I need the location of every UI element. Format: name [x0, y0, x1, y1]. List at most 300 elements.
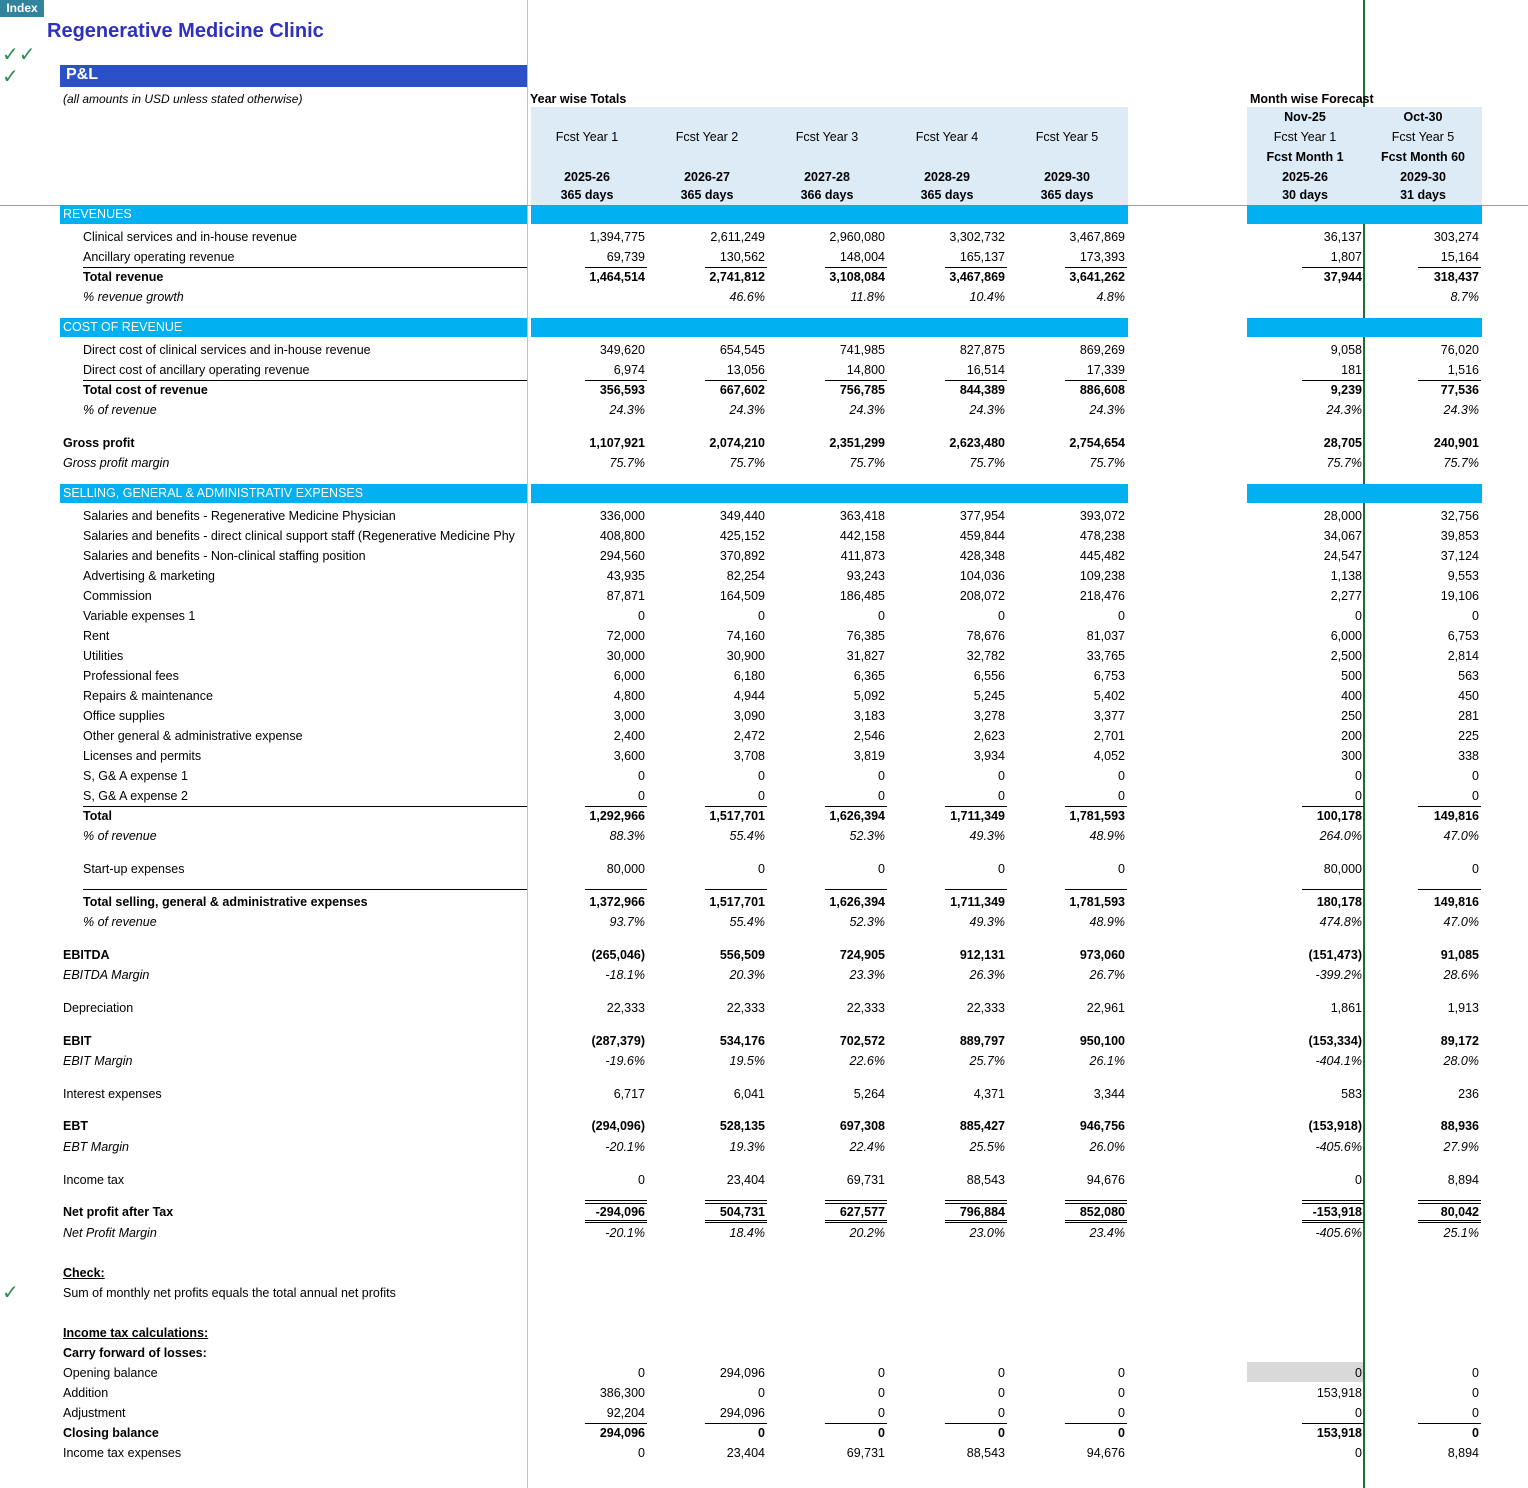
row-value: 81,037	[1086, 629, 1125, 643]
total-rule	[1065, 889, 1127, 890]
row-value: 0	[878, 609, 885, 623]
row-value: 2,754,654	[1069, 436, 1125, 450]
row-value: 2,351,299	[829, 436, 885, 450]
row-label: Commission	[83, 589, 152, 603]
row-value: 627,577	[839, 1205, 885, 1219]
row-value: 24.3%	[969, 403, 1005, 417]
row-label: Rent	[83, 629, 110, 643]
month-col-period: 2025-26	[1282, 170, 1328, 184]
row-value: 1,464,514	[589, 270, 645, 284]
section-revenues: REVENUES	[63, 207, 132, 221]
row-label: EBT	[63, 1119, 88, 1133]
row-value: 2,500	[1330, 649, 1362, 663]
row-value: 10.4%	[969, 290, 1005, 304]
row-value: 741,985	[839, 343, 885, 357]
row-value: 370,892	[719, 549, 765, 563]
row-value: 130,562	[719, 250, 765, 264]
row-value: 697,308	[839, 1119, 885, 1133]
row-value: 23,404	[726, 1173, 765, 1187]
row-label: EBIT	[63, 1034, 92, 1048]
row-value: 1,138	[1330, 569, 1362, 583]
row-value: 889,797	[959, 1034, 1005, 1048]
double-rule	[1065, 1220, 1127, 1221]
row-value: 4,371	[973, 1087, 1005, 1101]
row-value: 80,042	[1440, 1205, 1479, 1219]
row-label: Direct cost of clinical services and in-house revenue	[83, 343, 371, 357]
row-value: 2,741,812	[709, 270, 765, 284]
row-value: 6,556	[973, 669, 1005, 683]
row-value: 15,164	[1440, 250, 1479, 264]
row-value: 34,067	[1323, 529, 1362, 543]
row-value: 47.0%	[1443, 915, 1479, 929]
row-value: 0	[1355, 1173, 1362, 1187]
total-rule	[705, 380, 767, 381]
row-value: 400	[1341, 689, 1362, 703]
row-value: 47.0%	[1443, 829, 1479, 843]
row-value: 0	[1118, 1386, 1125, 1400]
total-rule	[83, 806, 527, 807]
row-value: 49.3%	[969, 915, 1005, 929]
row-value: 6,365	[853, 669, 885, 683]
row-value: 393,072	[1079, 509, 1125, 523]
row-value: 827,875	[959, 343, 1005, 357]
row-value: 0	[1472, 1406, 1479, 1420]
row-value: 356,593	[599, 383, 645, 397]
year-col-days: 365 days	[560, 188, 614, 202]
row-value: 950,100	[1079, 1034, 1125, 1048]
row-value: 26.0%	[1089, 1140, 1125, 1154]
row-value: 22,333	[606, 1001, 645, 1015]
total-rule	[1418, 806, 1481, 807]
row-value: 3,708	[733, 749, 765, 763]
row-value: 3,344	[1093, 1087, 1125, 1101]
row-value: 25.5%	[969, 1140, 1005, 1154]
row-value: 2,960,080	[829, 230, 885, 244]
row-value: 75.7%	[1443, 456, 1479, 470]
row-value: -404.1%	[1315, 1054, 1362, 1068]
subtitle: (all amounts in USD unless stated otherwise)	[63, 92, 303, 106]
row-value: 294,096	[599, 1426, 645, 1440]
row-value: 2,472	[733, 729, 765, 743]
row-value: 2,400	[613, 729, 645, 743]
row-value: 563	[1458, 669, 1479, 683]
row-value: 411,873	[840, 549, 885, 563]
row-value: 24.3%	[1326, 403, 1362, 417]
row-value: 724,905	[839, 948, 885, 962]
row-value: 11.8%	[850, 290, 885, 304]
row-value: 4,944	[733, 689, 765, 703]
row-label: EBIT Margin	[63, 1054, 133, 1068]
row-value: 104,036	[959, 569, 1005, 583]
row-value: -405.6%	[1315, 1226, 1362, 1240]
total-rule	[1302, 806, 1364, 807]
row-value: 16,514	[966, 363, 1005, 377]
row-value: 22,333	[726, 1001, 765, 1015]
row-value: 48.9%	[1089, 915, 1125, 929]
total-rule	[705, 1200, 767, 1201]
row-value: 0	[1118, 609, 1125, 623]
row-value: 93.7%	[609, 915, 645, 929]
row-value: 0	[878, 789, 885, 803]
sheet-title-bar	[60, 65, 527, 87]
row-value: 0	[998, 862, 1005, 876]
row-value: 149,816	[1433, 895, 1479, 909]
row-value: 0	[758, 769, 765, 783]
year-col-days: 366 days	[800, 188, 854, 202]
row-label: Total selling, general & administrative expenses	[83, 895, 368, 909]
row-value: 1,781,593	[1069, 809, 1125, 823]
row-value: 0	[1355, 1366, 1362, 1380]
row-value: 0	[1472, 769, 1479, 783]
row-value: 6,180	[733, 669, 765, 683]
row-label: Opening balance	[63, 1366, 158, 1380]
index-button[interactable]: Index	[0, 0, 44, 17]
row-value: 338	[1458, 749, 1479, 763]
year-col-period: 2025-26	[564, 170, 610, 184]
row-value: 78,676	[966, 629, 1005, 643]
year-col-period: 2029-30	[1044, 170, 1090, 184]
row-value: 82,254	[726, 569, 765, 583]
row-value: 450	[1458, 689, 1479, 703]
row-value: 3,108,084	[829, 270, 885, 284]
row-value: 19.5%	[729, 1054, 765, 1068]
double-rule	[1065, 1222, 1127, 1223]
row-value: 528,135	[719, 1119, 765, 1133]
year-col-name: Fcst Year 4	[915, 130, 979, 144]
year-col-days: 365 days	[1040, 188, 1094, 202]
row-value: 3,641,262	[1069, 270, 1125, 284]
row-label: Check:	[63, 1266, 105, 1280]
row-label: Income tax calculations:	[63, 1326, 209, 1340]
row-value: 24.3%	[1089, 403, 1125, 417]
closing-rule	[1418, 1423, 1481, 1424]
row-value: 6,000	[1330, 629, 1362, 643]
row-value: 22.6%	[849, 1054, 885, 1068]
row-value: 28,000	[1323, 509, 1362, 523]
total-rule	[705, 889, 767, 890]
total-rule	[825, 267, 887, 268]
row-value: 0	[758, 1386, 765, 1400]
row-value: 3,467,869	[1069, 230, 1125, 244]
row-value: 1,913	[1447, 1001, 1479, 1015]
row-value: 1,516	[1447, 363, 1479, 377]
row-value: (153,918)	[1308, 1119, 1362, 1133]
closing-rule	[1065, 1423, 1127, 1424]
row-value: 94,676	[1086, 1173, 1125, 1187]
row-value: 0	[998, 1386, 1005, 1400]
row-value: 1,626,394	[829, 895, 885, 909]
row-value: 75.7%	[849, 456, 885, 470]
row-value: 37,124	[1440, 549, 1479, 563]
row-value: 459,844	[959, 529, 1005, 543]
row-value: 87,871	[606, 589, 645, 603]
double-rule	[1418, 1222, 1481, 1223]
row-value: -405.6%	[1315, 1140, 1362, 1154]
row-value: 208,072	[959, 589, 1005, 603]
row-value: 2,074,210	[709, 436, 765, 450]
row-value: 6,753	[1093, 669, 1125, 683]
row-value: 0	[1118, 769, 1125, 783]
row-value: 52.3%	[849, 915, 885, 929]
year-col-name: Fcst Year 5	[1035, 130, 1099, 144]
row-value: 0	[638, 769, 645, 783]
month-col-month: Nov-25	[1284, 110, 1326, 124]
row-value: 3,600	[613, 749, 645, 763]
double-rule	[585, 1203, 647, 1204]
total-rule	[945, 889, 1007, 890]
row-label: Clinical services and in-house revenue	[83, 230, 298, 244]
row-value: 250	[1341, 709, 1362, 723]
row-value: 474.8%	[1319, 915, 1362, 929]
row-label: % of revenue	[83, 829, 157, 843]
row-label: Salaries and benefits - direct clinical support staff (Regenerative Medicine Phy	[83, 529, 515, 543]
month-col-name: Fcst Year 1	[1273, 130, 1337, 144]
row-value: 74,160	[726, 629, 765, 643]
row-label: EBT Margin	[63, 1140, 129, 1154]
total-rule	[1302, 1200, 1364, 1201]
row-value: 294,096	[719, 1406, 765, 1420]
row-value: 0	[1355, 1446, 1362, 1460]
row-value: 75.7%	[729, 456, 765, 470]
row-value: 0	[1472, 862, 1479, 876]
row-value: 0	[758, 1426, 765, 1440]
row-value: (265,046)	[591, 948, 645, 962]
row-value: 6,000	[613, 669, 645, 683]
row-value: 236	[1458, 1087, 1479, 1101]
row-value: 0	[878, 1366, 885, 1380]
row-value: 3,934	[973, 749, 1005, 763]
row-label: % of revenue	[83, 403, 157, 417]
row-value: 386,300	[599, 1386, 645, 1400]
row-value: 408,800	[599, 529, 645, 543]
section-bar-revenues	[531, 205, 1128, 224]
row-value: 0	[998, 789, 1005, 803]
total-rule	[1065, 380, 1127, 381]
row-label: Salaries and benefits - Non-clinical staffing position	[83, 549, 366, 563]
row-value: 80,000	[1323, 862, 1362, 876]
row-value: 0	[1118, 789, 1125, 803]
row-value: 3,000	[613, 709, 645, 723]
page-title: Regenerative Medicine Clinic	[47, 20, 324, 42]
row-value: 23.0%	[969, 1226, 1005, 1240]
row-value: 33,765	[1086, 649, 1125, 663]
row-label: Direct cost of ancillary operating revenue	[83, 363, 310, 377]
double-rule	[1065, 1203, 1127, 1204]
total-rule	[585, 889, 647, 890]
row-value: 504,731	[719, 1205, 765, 1219]
row-value: 0	[638, 1446, 645, 1460]
row-value: 0	[1472, 789, 1479, 803]
row-value: 186,485	[839, 589, 885, 603]
row-value: 5,402	[1093, 689, 1125, 703]
total-rule	[1302, 380, 1364, 381]
row-value: 294,096	[719, 1366, 765, 1380]
double-check-icon: ✓✓	[2, 42, 36, 66]
double-rule	[945, 1203, 1007, 1204]
row-value: 75.7%	[1326, 456, 1362, 470]
month-col-month: Oct-30	[1403, 110, 1443, 124]
row-value: 88,543	[966, 1446, 1005, 1460]
row-value: 1,781,593	[1069, 895, 1125, 909]
section-bar-cost	[1247, 318, 1482, 337]
row-value: 30,000	[606, 649, 645, 663]
row-value: 92,204	[606, 1406, 645, 1420]
row-value: 69,739	[606, 250, 645, 264]
row-value: 75.7%	[969, 456, 1005, 470]
row-value: 20.2%	[849, 1226, 885, 1240]
row-value: 14,800	[846, 363, 885, 377]
row-value: 3,302,732	[949, 230, 1005, 244]
row-value: 94,676	[1086, 1446, 1125, 1460]
row-value: 1,517,701	[709, 809, 765, 823]
row-label: Total	[83, 809, 112, 823]
total-rule	[825, 889, 887, 890]
row-value: 200	[1341, 729, 1362, 743]
row-value: 0	[1118, 862, 1125, 876]
row-value: 1,107,921	[589, 436, 645, 450]
month-col-sub: Fcst Month 1	[1266, 150, 1344, 164]
row-value: 0	[638, 609, 645, 623]
row-label: Other general & administrative expense	[83, 729, 303, 743]
row-value: 91,085	[1440, 948, 1479, 962]
row-value: 1,372,966	[589, 895, 645, 909]
row-value: 0	[998, 1366, 1005, 1380]
row-value: 24,547	[1323, 549, 1362, 563]
row-value: 0	[878, 1426, 885, 1440]
double-rule	[825, 1220, 887, 1221]
row-value: 281	[1458, 709, 1479, 723]
row-label: Adjustment	[63, 1406, 126, 1420]
row-value: 55.4%	[729, 915, 765, 929]
row-label: EBITDA Margin	[63, 968, 150, 982]
row-value: 0	[998, 769, 1005, 783]
year-col-period: 2027-28	[804, 170, 850, 184]
row-value: 1,626,394	[829, 809, 885, 823]
row-value: 22,961	[1086, 1001, 1125, 1015]
row-value: 164,509	[719, 589, 765, 603]
row-value: 153,918	[1316, 1386, 1362, 1400]
row-value: 4,800	[613, 689, 645, 703]
row-value: 20.3%	[729, 968, 765, 982]
row-value: 88.3%	[609, 829, 645, 843]
row-value: 148,004	[839, 250, 885, 264]
row-label: Utilities	[83, 649, 124, 663]
row-label: Interest expenses	[63, 1087, 162, 1101]
row-value: 46.6%	[729, 290, 765, 304]
row-value: 0	[1472, 1426, 1479, 1440]
row-value: 425,152	[719, 529, 765, 543]
total-rule	[1418, 380, 1481, 381]
row-value: 583	[1341, 1087, 1362, 1101]
section-bar-revenues	[1247, 205, 1482, 224]
row-label: Total cost of revenue	[83, 383, 208, 397]
row-value: 445,482	[1079, 549, 1125, 563]
row-value: 756,785	[839, 383, 885, 397]
row-value: 300	[1341, 749, 1362, 763]
double-rule	[825, 1222, 887, 1223]
row-label: Sum of monthly net profits equals the total annual net profits	[63, 1286, 396, 1300]
row-value: 442,158	[839, 529, 885, 543]
sheet-title: P&L	[66, 66, 98, 83]
row-value: 109,238	[1079, 569, 1125, 583]
row-label: Income tax	[63, 1173, 125, 1187]
total-rule	[945, 380, 1007, 381]
year-wise-label: Year wise Totals	[530, 92, 627, 106]
row-value: 240,901	[1433, 436, 1479, 450]
row-value: 18.4%	[729, 1226, 765, 1240]
row-value: 5,245	[973, 689, 1005, 703]
row-value: (153,334)	[1308, 1034, 1362, 1048]
row-value: 702,572	[839, 1034, 885, 1048]
row-value: 0	[878, 862, 885, 876]
row-value: 6,717	[613, 1087, 645, 1101]
row-value: 69,731	[846, 1173, 885, 1187]
row-value: 9,058	[1330, 343, 1362, 357]
section-bar-cost	[531, 318, 1128, 337]
closing-rule	[1302, 1423, 1364, 1424]
total-rule	[705, 806, 767, 807]
row-value: 5,092	[853, 689, 885, 703]
year-col-days: 365 days	[680, 188, 734, 202]
row-value: 225	[1458, 729, 1479, 743]
row-value: 973,060	[1079, 948, 1125, 962]
row-value: 76,020	[1440, 343, 1479, 357]
total-rule	[1302, 267, 1364, 268]
row-value: 869,269	[1079, 343, 1125, 357]
row-value: 89,172	[1440, 1034, 1479, 1048]
row-value: 43,935	[606, 569, 645, 583]
row-value: 26.7%	[1089, 968, 1125, 982]
row-value: 8,894	[1447, 1446, 1479, 1460]
row-value: 534,176	[719, 1034, 765, 1048]
row-value: 1,711,349	[950, 895, 1005, 909]
row-value: 264.0%	[1319, 829, 1362, 843]
year-col-period: 2028-29	[924, 170, 970, 184]
row-value: 654,545	[719, 343, 765, 357]
row-value: 667,602	[719, 383, 765, 397]
row-value: 19,106	[1440, 589, 1479, 603]
row-value: 6,041	[733, 1087, 765, 1101]
row-value: 23.4%	[1089, 1226, 1125, 1240]
row-value: 3,183	[853, 709, 885, 723]
row-value: 1,807	[1330, 250, 1362, 264]
row-value: 3,467,869	[949, 270, 1005, 284]
total-rule	[83, 380, 527, 381]
row-label: Variable expenses 1	[83, 609, 196, 623]
row-value: 37,944	[1323, 270, 1362, 284]
row-value: 180,178	[1316, 895, 1362, 909]
row-value: 844,389	[959, 383, 1005, 397]
row-label: % revenue growth	[83, 290, 184, 304]
row-value: 2,623,480	[949, 436, 1005, 450]
row-value: 0	[998, 609, 1005, 623]
row-value: -18.1%	[605, 968, 645, 982]
double-rule	[1302, 1222, 1364, 1223]
row-value: 428,348	[959, 549, 1005, 563]
row-value: 80,000	[606, 862, 645, 876]
row-value: -153,918	[1312, 1205, 1362, 1219]
row-value: 22,333	[846, 1001, 885, 1015]
month-col-period: 2029-30	[1400, 170, 1446, 184]
year-col-name: Fcst Year 2	[675, 130, 739, 144]
row-label: Professional fees	[83, 669, 179, 683]
row-value: 0	[1118, 1426, 1125, 1440]
closing-rule	[705, 1423, 767, 1424]
row-value: 0	[758, 862, 765, 876]
row-value: 6,974	[613, 363, 645, 377]
row-value: 69,731	[846, 1446, 885, 1460]
row-value: 0	[638, 1173, 645, 1187]
